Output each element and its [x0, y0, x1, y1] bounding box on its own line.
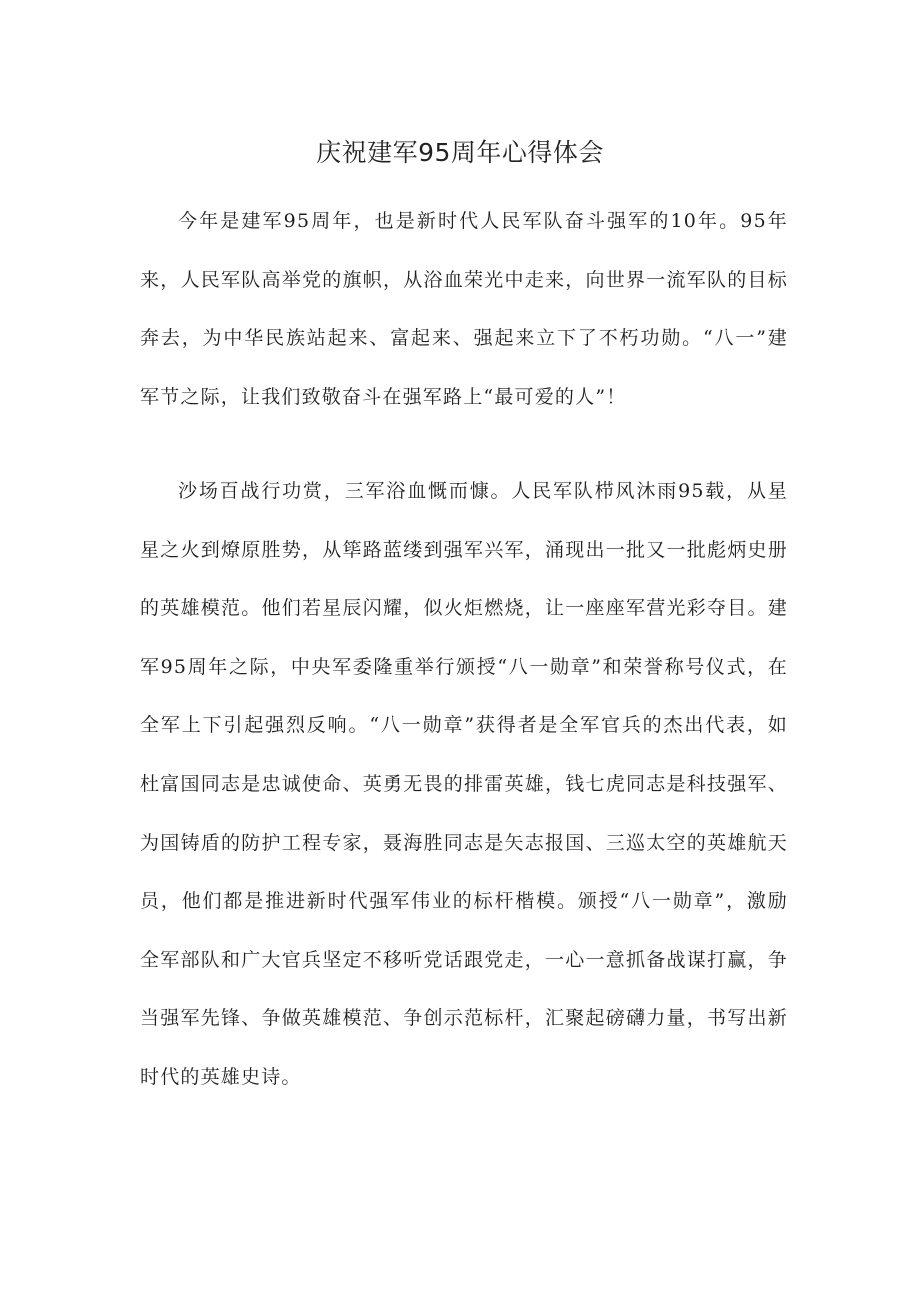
document-title: 庆祝建军95周年心得体会	[316, 138, 604, 167]
paragraph-1-container	[140, 192, 788, 426]
paragraph-1: 今年是建军95周年，也是新时代人民军队奋斗强军的10年。95年来，人民军队高举党的旗帜，从浴血荣光中走来，向世界一流军队的目标奔去，为中华民族站起来、富起来、强起来立下了不朽功勋。“八一”建军节之际，让我们致敬奋斗在强军路上“最可爱的人”！	[140, 210, 788, 408]
paragraph-2-container	[140, 462, 788, 1107]
paragraph-2: 沙场百战行功赏，三军浴血慨而慷。人民军队栉风沐雨95载，从星星之火到燎原胜势，从筚路蓝缕到强军兴军，涌现出一批又一批彪炳史册的英雄模范。他们若星辰闪耀，似火炬燃烧，让一座座军营光彩夺目。建军95周年之际，中央军委隆重举行颁授“八一勋章”和荣誉称号仪式，在全军上下引起强烈反响。“八一勋章”获得者是全军官兵的杰出代表，如杜富国同志是忠诚使命、英勇无畏的排雷英雄，钱七虎同志是科技强军、为国铸盾的防护工程专家，聂海胜同志是矢志报国、三巡太空的英雄航天员，他们都是推进新时代强军伟业的标杆楷模。颁授“八一勋章”，激励全军部队和广大官兵坚定不移听党话跟党走，一心一意抓备战谋打赢，争当强军先锋、争做英雄模范、争创示范标杆，汇聚起磅礴力量，书写出新时代的英雄史诗。	[140, 480, 788, 1088]
